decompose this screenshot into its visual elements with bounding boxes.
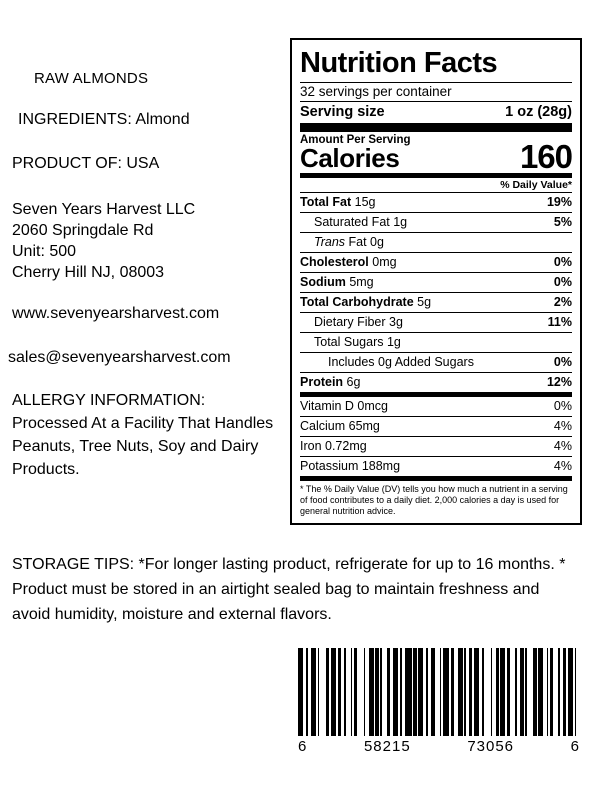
nutrient-row [300,213,572,233]
nutrient-row [300,333,572,353]
barcode-group-2: 73056 [467,738,515,755]
barcode-right-digit: 6 [570,738,580,755]
nutrient-row [300,293,572,313]
serving-size-row [300,102,572,123]
barcode-bar [576,648,579,736]
nutrient-daily-value: 0% [553,275,572,289]
nutrient-row [300,313,572,333]
nutrient-daily-value: 0% [553,355,572,369]
barcode-bar [527,648,534,736]
nutrient-label: Trans Fat 0g [314,235,384,249]
nutrient-row [300,373,572,392]
barcode-bar [443,648,450,736]
micronutrient-row [300,417,572,437]
micronutrient-label: Vitamin D 0mcg [300,399,388,413]
company-name: Seven Years Harvest LLC [12,201,196,218]
serving-size-value: 1 oz (28g) [505,104,572,120]
product-of-line: PRODUCT OF: USA [12,155,160,172]
allergy-heading: ALLERGY INFORMATION: [12,392,206,409]
email-text: sales@sevenyearsharvest.com [8,349,231,366]
servings-per-container: 32 servings per container [300,84,452,99]
amount-per-serving-label: Amount Per Serving [300,134,411,146]
divider-thick [300,123,572,132]
barcode-bar [405,648,412,736]
address-line-3: Cherry Hill NJ, 08003 [12,264,165,281]
micronutrient-label: Potassium 188mg [300,459,401,473]
micronutrient-daily-value: 4% [553,419,572,433]
barcode-bar [357,648,364,736]
address-line-1: 2060 Springdale Rd [12,222,154,239]
product-info-block [8,70,302,481]
address-line-2: Unit: 500 [12,243,77,260]
barcode-group-1: 58215 [363,738,411,755]
allergy-information [12,389,302,481]
nutrient-label: Total Carbohydrate 5g [300,295,432,309]
nutrient-rows [300,193,572,392]
barcode-digits [298,736,580,755]
nutrient-label: Sodium 5mg [300,275,374,289]
calories-label: Calories [300,143,400,173]
nutrient-daily-value: 19% [546,195,572,209]
nutrient-row [300,353,572,373]
barcode-left-digit: 6 [298,738,308,755]
daily-value-footnote: * The % Daily Value (DV) tells you how much a nutrient in a serving of food contributes to a daily diet. 2,000 calories a day is used for general nutrition advice. [300,484,568,516]
nutrient-daily-value: 5% [553,215,572,229]
micronutrient-row [300,397,572,417]
nutrient-daily-value: 2% [553,295,572,309]
daily-value-header: % Daily Value* [500,179,572,191]
nutrition-facts-panel [290,38,582,525]
nutrient-row [300,233,572,253]
product-name: RAW ALMONDS [34,70,149,87]
website-text: www.sevenyearsharvest.com [12,305,220,322]
nutrient-label: Saturated Fat 1g [314,215,408,229]
calories-value: 160 [519,138,572,175]
micronutrient-row [300,437,572,457]
company-address [12,199,302,283]
micronutrient-rows [300,397,572,476]
micronutrient-label: Calcium 65mg [300,419,380,433]
barcode-bar [319,648,326,736]
nutrient-row [300,253,572,273]
ingredients-line: INGREDIENTS: Almond [18,111,190,128]
barcode [298,648,580,755]
barcode-bars [298,648,580,736]
nutrient-label: Total Fat 15g [300,195,376,209]
micronutrient-label: Iron 0.72mg [300,439,367,453]
nutrient-label: Dietary Fiber 3g [314,315,403,329]
nutrient-label: Includes 0g Added Sugars [328,355,474,369]
micronutrient-daily-value: 0% [553,399,572,413]
nutrient-row [300,193,572,213]
nutrient-daily-value: 12% [546,375,572,389]
calories-row [300,140,572,173]
storage-tips: STORAGE TIPS: *For longer lasting product, refrigerate for up to 16 months. * Product must be stored in an airtight sealed bag to maintain freshness and avoid humidity, moisture and external flavors. [12,556,566,623]
nutrition-facts-title: Nutrition Facts [300,47,498,79]
barcode-bar [484,648,491,736]
nutrient-label: Cholesterol 0mg [300,255,397,269]
serving-size-label: Serving size [300,104,385,120]
micronutrient-daily-value: 4% [553,459,572,473]
nutrient-daily-value: 11% [547,315,572,329]
nutrient-label: Protein 6g [300,375,361,389]
nutrient-row [300,273,572,293]
nutrient-daily-value: 0% [553,255,572,269]
micronutrient-daily-value: 4% [553,439,572,453]
allergy-text: Processed At a Facility That Handles Peanuts, Tree Nuts, Soy and Dairy Products. [12,415,274,478]
nutrient-label: Total Sugars 1g [314,335,401,349]
micronutrient-row [300,457,572,476]
